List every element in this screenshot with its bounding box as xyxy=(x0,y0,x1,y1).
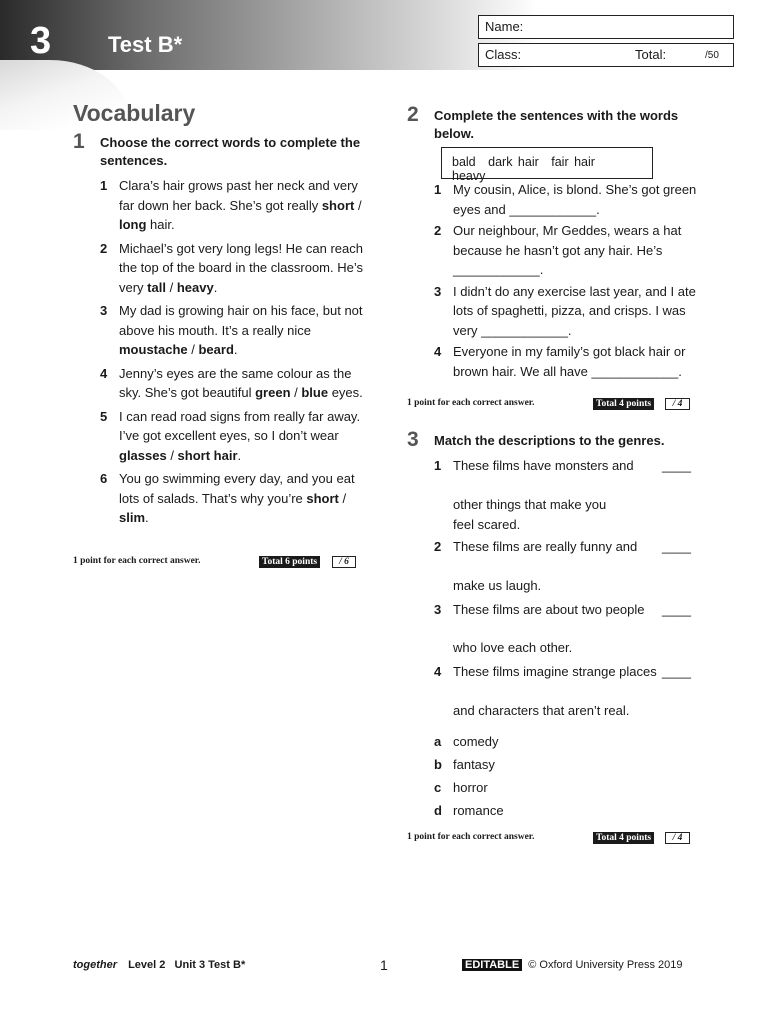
copyright: © Oxford University Press 2019 xyxy=(528,959,683,971)
match-item-text: These films are about two people xyxy=(453,602,645,617)
match-item-text-cont: and characters that aren’t real. xyxy=(453,703,630,718)
item-text: / xyxy=(166,447,178,463)
item-text: / xyxy=(354,197,362,213)
word-heavy: heavy xyxy=(452,169,486,183)
ex1-instruction: Choose the correct words to complete the sentences. xyxy=(100,135,361,168)
item-number: 4 xyxy=(100,365,108,381)
word-choice[interactable]: heavy xyxy=(176,279,214,295)
class-label: Class: xyxy=(485,47,522,62)
item-text: eyes. xyxy=(328,385,363,400)
item-number: 3 xyxy=(100,303,108,318)
genre-text: romance xyxy=(453,803,504,818)
ex2-item xyxy=(434,282,698,341)
match-item-text: These films are really funny and xyxy=(453,539,638,554)
total-max: /50 xyxy=(705,50,719,61)
item-text: . xyxy=(233,342,238,357)
item-text: You go swimming every day, and you eat lots of salads. That’s why you’re xyxy=(119,471,355,506)
ex1-score-box[interactable]: / 6 xyxy=(332,556,356,568)
word-choice[interactable]: moustache xyxy=(119,342,188,357)
total-label: Total: xyxy=(635,47,667,62)
ex2-instruction: Complete the sentences with the words below. xyxy=(434,108,679,141)
genre-text: fantasy xyxy=(453,757,495,772)
match-item-text: These films have monsters and xyxy=(453,458,634,473)
item-text: I didn’t do any exercise last year, and I ate lots of spaghetti, pizza, and crisps. I was very ____________. xyxy=(453,283,696,338)
match-item-number: 4 xyxy=(434,664,442,679)
genre-option xyxy=(434,803,504,818)
item-number: 6 xyxy=(100,471,108,486)
match-blank[interactable]: ____ xyxy=(662,539,691,554)
test-title: Test B* xyxy=(108,32,183,57)
footer-unit-test: Unit 3 Test B* xyxy=(174,959,246,971)
word-bald: bald xyxy=(452,155,476,169)
genre-option xyxy=(434,757,495,772)
word-box xyxy=(441,147,653,183)
match-item-text-cont: make us laugh. xyxy=(453,578,542,593)
word-choice[interactable]: glasses xyxy=(119,447,167,463)
match-item-text: These films imagine strange places xyxy=(453,664,657,679)
word-choice[interactable]: beard xyxy=(198,342,234,357)
ex1-total-tag: Total 6 points xyxy=(259,556,320,568)
word-choice[interactable]: long xyxy=(119,217,147,232)
footer-level: Level 2 xyxy=(128,959,166,971)
match-item-number: 1 xyxy=(434,458,442,473)
ex1-points-note: 1 point for each correct answer. xyxy=(73,556,201,566)
ex3-points-note: 1 point for each correct answer. xyxy=(407,832,535,842)
item-text: hair. xyxy=(146,217,175,232)
genre-option xyxy=(434,734,499,749)
word-fair-hair: fair hair xyxy=(551,155,595,169)
item-text: / xyxy=(290,385,302,400)
ex1-item xyxy=(100,301,366,360)
item-number: 2 xyxy=(434,223,442,238)
match-item-text-cont: who love each other. xyxy=(453,640,573,655)
name-field[interactable] xyxy=(478,15,734,39)
match-blank[interactable]: ____ xyxy=(662,664,691,679)
genre-option xyxy=(434,780,488,795)
word-dark-hair: dark hair xyxy=(488,155,539,169)
ex3-score-box[interactable]: / 4 xyxy=(665,832,690,844)
ex3-score-row xyxy=(407,832,697,842)
ex1-item xyxy=(100,407,366,466)
item-number: 2 xyxy=(100,240,108,256)
ex1-number: 1 xyxy=(73,130,85,153)
word-choice[interactable]: short xyxy=(306,490,339,506)
ex1-item xyxy=(100,176,366,235)
ex2-total-tag: Total 4 points xyxy=(593,398,654,410)
item-text: . xyxy=(213,279,218,295)
item-text: . xyxy=(145,510,149,525)
editable-badge: EDITABLE xyxy=(462,959,522,971)
ex3-instruction: Match the descriptions to the genres. xyxy=(434,433,665,448)
item-number: 4 xyxy=(434,344,442,359)
genre-text: horror xyxy=(453,780,488,795)
ex2-item xyxy=(434,221,698,280)
item-text: . xyxy=(237,447,242,463)
match-blank[interactable]: ____ xyxy=(662,458,691,473)
item-number: 1 xyxy=(434,182,442,197)
item-text: I can read road signs from really far away. I’ve got excellent eyes, so I don’t wear xyxy=(119,408,361,443)
footer-left xyxy=(73,959,245,971)
item-text: Jenny’s eyes are the same colour as the sky. She’s got beautiful xyxy=(119,365,352,400)
ex2-points-note: 1 point for each correct answer. xyxy=(407,398,535,408)
item-number: 5 xyxy=(100,408,108,424)
unit-number: 3 xyxy=(30,20,52,62)
ex1-item xyxy=(100,239,366,298)
ex2-number: 2 xyxy=(407,103,419,126)
item-text: / xyxy=(165,279,177,295)
genre-letter: d xyxy=(434,803,442,818)
ex1-items xyxy=(100,176,366,532)
item-text: / xyxy=(187,342,199,357)
match-item-text-cont: other things that make you feel scared. xyxy=(453,497,607,532)
word-choice[interactable]: short hair xyxy=(177,447,238,463)
word-choice[interactable]: green xyxy=(255,385,291,400)
genre-letter: a xyxy=(434,734,442,749)
word-choice[interactable]: short xyxy=(321,197,355,213)
ex1-item xyxy=(100,364,366,403)
class-field[interactable] xyxy=(478,43,734,67)
item-text: Michael’s got very long legs! He can reach the top of the board in the classroom. He’s very xyxy=(119,240,364,295)
name-label: Name: xyxy=(485,19,524,34)
ex3-number: 3 xyxy=(407,428,419,451)
genre-letter: c xyxy=(434,780,442,795)
match-item-number: 2 xyxy=(434,539,442,554)
footer-brand: together xyxy=(73,959,117,971)
ex3-total-tag: Total 4 points xyxy=(593,832,654,844)
ex2-score-box[interactable]: / 4 xyxy=(665,398,690,410)
ex2-item xyxy=(434,342,698,381)
item-text: Everyone in my family’s got black hair or brown hair. We all have ____________. xyxy=(453,344,686,379)
section-title: Vocabulary xyxy=(73,100,196,126)
genre-text: comedy xyxy=(453,734,499,749)
item-text: My dad is growing hair on his face, but not above his mouth. It’s a really nice xyxy=(119,303,363,338)
ex1-score-row xyxy=(73,556,363,566)
match-item-number: 3 xyxy=(434,602,442,617)
genre-letter: b xyxy=(434,757,442,772)
item-number: 3 xyxy=(434,283,442,299)
item-text: My cousin, Alice, is blond. She’s got green eyes and ____________. xyxy=(453,182,697,217)
item-number: 1 xyxy=(100,178,108,193)
ex2-item xyxy=(434,180,698,219)
word-choice[interactable]: blue xyxy=(301,385,329,400)
ex1-item xyxy=(100,469,366,528)
word-choice[interactable]: tall xyxy=(147,279,166,295)
ex2-score-row xyxy=(407,398,697,408)
item-text: Clara’s hair grows past her neck and very far down her back. She’s got really xyxy=(119,178,358,213)
match-blank[interactable]: ____ xyxy=(662,602,691,617)
page-number: 1 xyxy=(380,957,388,973)
ex2-items xyxy=(434,180,698,383)
footer-right xyxy=(462,959,682,971)
item-text: Our neighbour, Mr Geddes, wears a hat because he hasn’t got any hair. He’s ____________. xyxy=(453,223,682,277)
word-choice[interactable]: slim xyxy=(119,510,146,525)
item-text: / xyxy=(338,490,347,506)
